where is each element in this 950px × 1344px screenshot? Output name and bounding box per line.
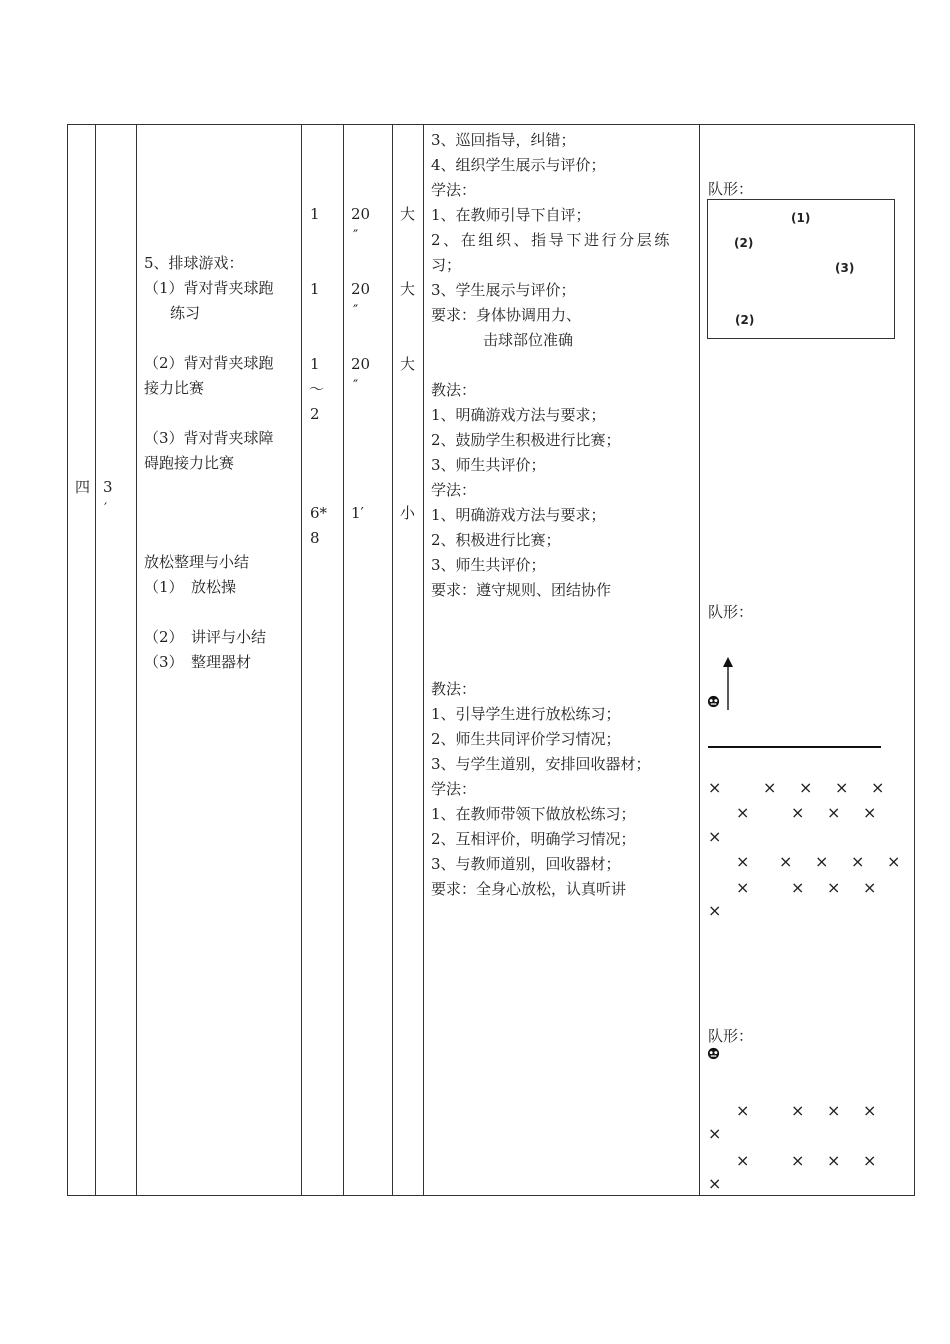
zone-label: (2) <box>735 313 755 327</box>
intensity-value: 大 <box>400 205 416 223</box>
student-mark: × <box>736 1151 750 1170</box>
student-mark: × <box>827 1101 841 1120</box>
duration-value: 20 <box>351 355 371 373</box>
times-value: 1 <box>310 280 320 298</box>
student-mark: × <box>736 878 750 897</box>
times-value: 1 <box>310 355 320 373</box>
method-line: 要求：全身心放松，认真听讲 <box>431 880 627 898</box>
student-mark: × <box>871 778 885 797</box>
formation-label: 队形： <box>708 180 754 198</box>
student-mark: × <box>887 852 901 871</box>
times-value: 8 <box>310 529 320 547</box>
method-line: 要求：遵守规则、团结协作 <box>431 581 612 599</box>
content-item: （1） 放松操 <box>144 578 237 596</box>
student-mark: × <box>851 852 865 871</box>
content-item: （3）背对背夹球障 <box>144 429 274 447</box>
student-mark: × <box>779 852 793 871</box>
content-item: 接力比赛 <box>144 379 205 397</box>
column-divider <box>343 125 344 1195</box>
duration-mark: ″ <box>353 228 359 244</box>
method-line: 教法： <box>431 381 477 399</box>
formation-label: 队形： <box>708 603 754 621</box>
section-time: 3 <box>103 478 113 496</box>
student-mark: × <box>827 1151 841 1170</box>
student-mark: × <box>708 1174 722 1193</box>
method-line: 学法： <box>431 481 477 499</box>
times-value: 1 <box>310 205 320 223</box>
student-mark: × <box>863 1101 877 1120</box>
student-mark: × <box>708 901 722 920</box>
student-mark: × <box>736 803 750 822</box>
zone-label: (1) <box>791 211 811 225</box>
formation-line <box>708 746 881 748</box>
column-divider <box>423 125 424 1195</box>
student-mark: × <box>863 1151 877 1170</box>
student-mark: × <box>827 878 841 897</box>
method-line: 3、与学生道别，安排回收器材； <box>431 755 651 773</box>
times-value: 6* <box>310 504 328 522</box>
student-mark: × <box>791 1101 805 1120</box>
method-line: 4、组织学生展示与评价； <box>431 156 606 174</box>
teacher-icon <box>707 1047 720 1060</box>
column-divider <box>699 125 700 1195</box>
method-line: 3、师生共评价； <box>431 556 546 574</box>
method-line: 3、与教师道别，回收器材； <box>431 855 621 873</box>
column-divider <box>392 125 393 1195</box>
method-line: 2、互相评价，明确学习情况； <box>431 830 636 848</box>
times-value: 2 <box>310 405 320 423</box>
method-line: 3、巡回指导，纠错； <box>431 131 576 149</box>
content-item: （1）背对背夹球跑 <box>144 279 274 297</box>
student-mark: × <box>791 803 805 822</box>
method-line: 3、学生展示与评价； <box>431 281 576 299</box>
duration-mark: ″ <box>353 378 359 394</box>
method-line: 1、引导学生进行放松练习； <box>431 705 621 723</box>
duration-value: 1′ <box>351 504 364 522</box>
zone-label: (3) <box>835 261 855 275</box>
teacher-icon <box>707 695 720 708</box>
method-line: 3、师生共评价； <box>431 456 546 474</box>
method-line: 2、师生共同评价学习情况； <box>431 730 621 748</box>
column-divider <box>95 125 96 1195</box>
method-line: 击球部位准确 <box>483 331 574 349</box>
student-mark: × <box>708 827 722 846</box>
column-divider <box>136 125 137 1195</box>
section-time-mark: ′ <box>104 501 108 517</box>
method-line: 习； <box>431 256 462 274</box>
student-mark: × <box>863 803 877 822</box>
intensity-value: 小 <box>400 504 416 522</box>
relax-title: 放松整理与小结 <box>144 553 250 571</box>
content-item: 练习 <box>170 304 201 322</box>
method-line: 2、在组织、指导下进行分层练 <box>431 231 672 249</box>
student-mark: × <box>799 778 813 797</box>
method-line: 2、鼓励学生积极进行比赛； <box>431 431 621 449</box>
student-mark: × <box>815 852 829 871</box>
method-line: 教法： <box>431 680 477 698</box>
method-line: 1、明确游戏方法与要求； <box>431 406 606 424</box>
duration-value: 20 <box>351 280 371 298</box>
game-title: 5、排球游戏： <box>144 254 244 272</box>
student-mark: × <box>763 778 777 797</box>
column-divider <box>301 125 302 1195</box>
intensity-value: 大 <box>400 280 416 298</box>
zone-label: (2) <box>734 236 754 250</box>
method-line: 学法： <box>431 181 477 199</box>
times-value: ～ <box>309 380 325 398</box>
up-arrow-icon <box>720 655 736 711</box>
formation-label: 队形： <box>708 1027 754 1045</box>
section-number: 四 <box>75 478 91 496</box>
intensity-value: 大 <box>400 355 416 373</box>
student-mark: × <box>708 1124 722 1143</box>
duration-mark: ″ <box>353 303 359 319</box>
student-mark: × <box>791 1151 805 1170</box>
method-line: 2、积极进行比赛； <box>431 531 561 549</box>
content-item: （2） 讲评与小结 <box>144 628 267 646</box>
method-line: 1、明确游戏方法与要求； <box>431 506 606 524</box>
method-line: 要求：身体协调用力、 <box>431 306 582 324</box>
formation-diagram <box>707 199 895 339</box>
student-mark: × <box>736 852 750 871</box>
method-line: 1、在教师引导下自评； <box>431 206 591 224</box>
method-line: 学法： <box>431 780 477 798</box>
content-item: （3） 整理器材 <box>144 653 252 671</box>
content-item: （2）背对背夹球跑 <box>144 354 274 372</box>
student-mark: × <box>827 803 841 822</box>
student-mark: × <box>835 778 849 797</box>
method-line: 1、在教师带领下做放松练习； <box>431 805 636 823</box>
student-mark: × <box>791 878 805 897</box>
student-mark: × <box>736 1101 750 1120</box>
duration-value: 20 <box>351 205 371 223</box>
student-mark: × <box>708 778 722 797</box>
student-mark: × <box>863 878 877 897</box>
content-item: 碍跑接力比赛 <box>144 454 235 472</box>
